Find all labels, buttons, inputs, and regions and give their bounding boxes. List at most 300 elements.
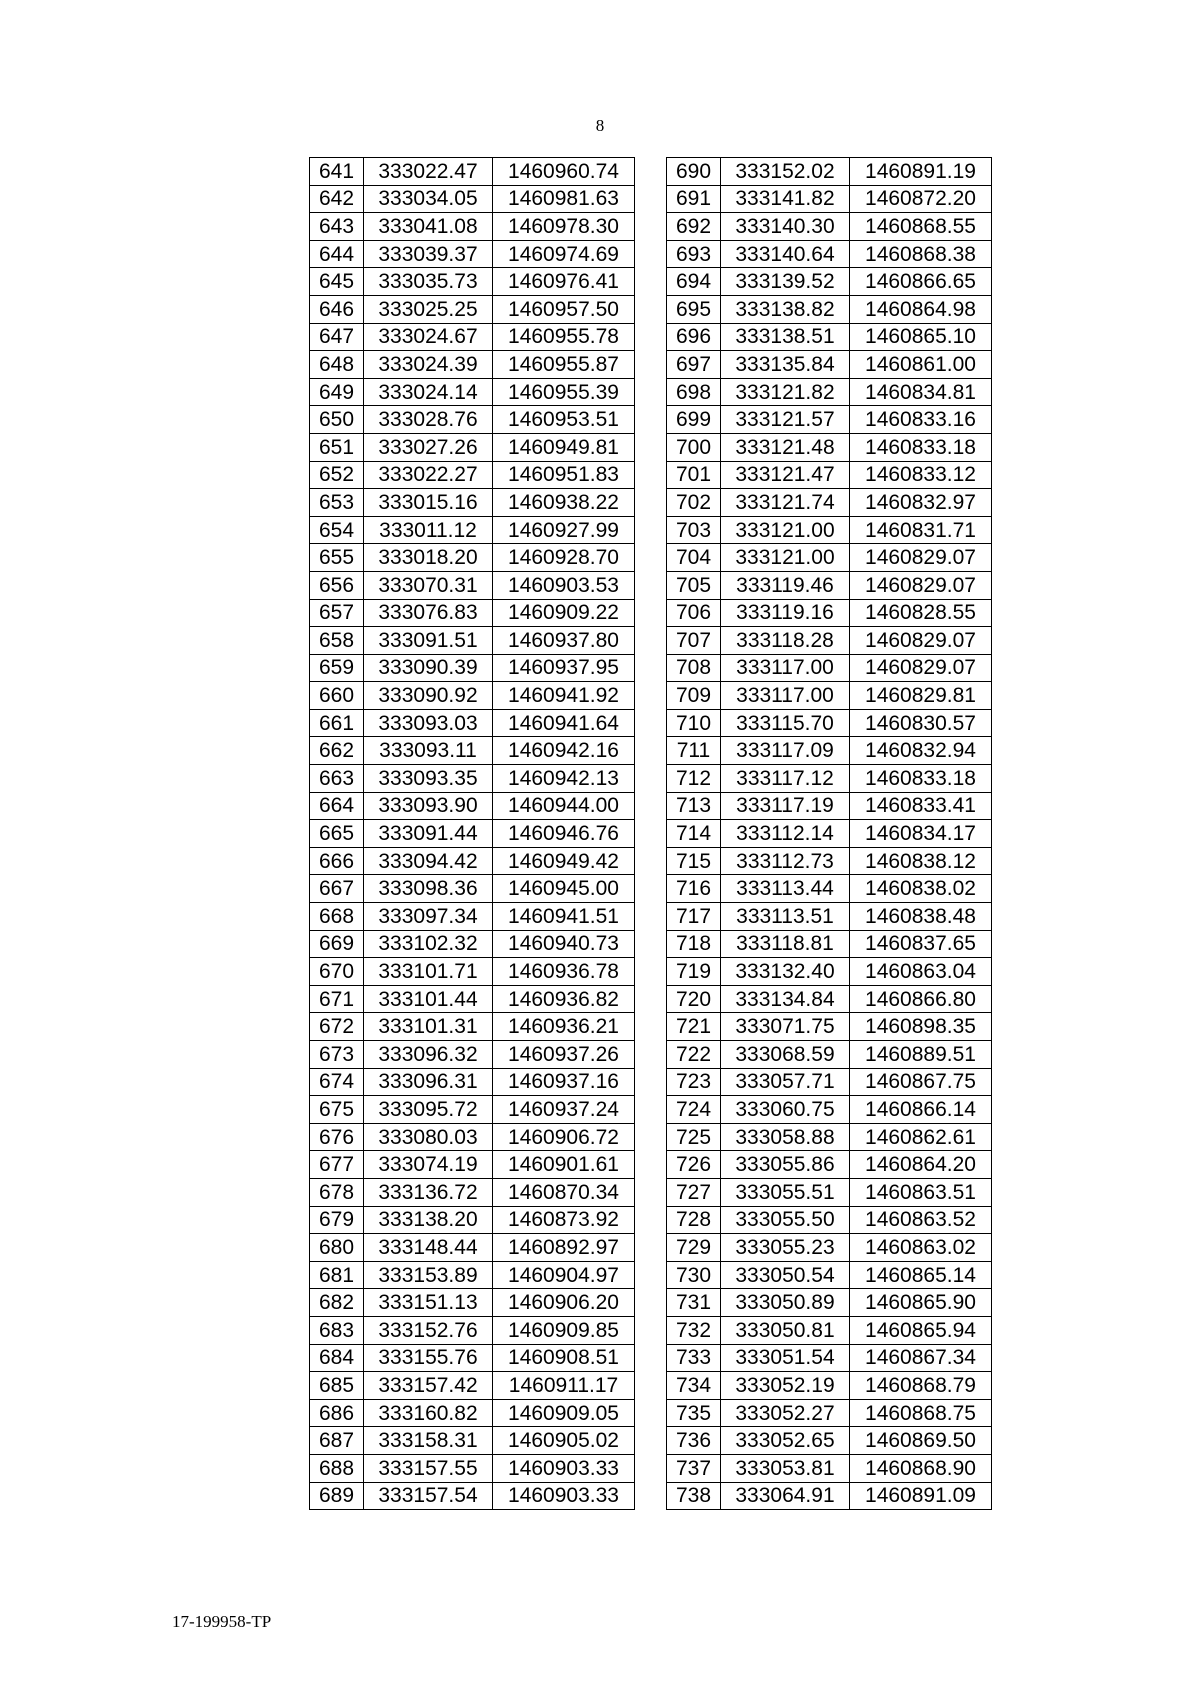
x-coordinate-cell: 333098.36 (364, 875, 493, 903)
y-coordinate-cell: 1460864.98 (850, 295, 992, 323)
table-row (310, 268, 635, 296)
table-row (667, 1096, 992, 1124)
y-coordinate-cell: 1460942.13 (493, 765, 635, 793)
x-coordinate-cell: 333115.70 (721, 709, 850, 737)
table-row (667, 737, 992, 765)
x-coordinate-cell: 333015.16 (364, 489, 493, 517)
y-coordinate-cell: 1460866.14 (850, 1096, 992, 1124)
point-number-cell: 695 (667, 295, 721, 323)
table-row (667, 295, 992, 323)
x-coordinate-cell: 333119.46 (721, 571, 850, 599)
table-row (667, 461, 992, 489)
point-number-cell: 683 (310, 1316, 364, 1344)
x-coordinate-cell: 333071.75 (721, 1013, 850, 1041)
y-coordinate-cell: 1460833.12 (850, 461, 992, 489)
table-row (667, 213, 992, 241)
y-coordinate-cell: 1460953.51 (493, 406, 635, 434)
x-coordinate-cell: 333055.50 (721, 1206, 850, 1234)
table-row (667, 1206, 992, 1234)
x-coordinate-cell: 333101.71 (364, 958, 493, 986)
point-number-cell: 717 (667, 903, 721, 931)
y-coordinate-cell: 1460942.16 (493, 737, 635, 765)
x-coordinate-cell: 333093.35 (364, 765, 493, 793)
table-row (667, 654, 992, 682)
point-number-cell: 648 (310, 351, 364, 379)
x-coordinate-cell: 333134.84 (721, 985, 850, 1013)
x-coordinate-cell: 333091.44 (364, 820, 493, 848)
y-coordinate-cell: 1460833.18 (850, 765, 992, 793)
y-coordinate-cell: 1460829.07 (850, 654, 992, 682)
point-number-cell: 689 (310, 1482, 364, 1510)
y-coordinate-cell: 1460938.22 (493, 489, 635, 517)
x-coordinate-cell: 333018.20 (364, 544, 493, 572)
point-number-cell: 720 (667, 985, 721, 1013)
point-number-cell: 674 (310, 1068, 364, 1096)
x-coordinate-cell: 333121.57 (721, 406, 850, 434)
y-coordinate-cell: 1460868.75 (850, 1399, 992, 1427)
x-coordinate-cell: 333158.31 (364, 1427, 493, 1455)
y-coordinate-cell: 1460828.55 (850, 599, 992, 627)
y-coordinate-cell: 1460960.74 (493, 158, 635, 186)
x-coordinate-cell: 333101.44 (364, 985, 493, 1013)
y-coordinate-cell: 1460955.87 (493, 351, 635, 379)
y-coordinate-cell: 1460976.41 (493, 268, 635, 296)
x-coordinate-cell: 333095.72 (364, 1096, 493, 1124)
x-coordinate-cell: 333157.54 (364, 1482, 493, 1510)
table-row (667, 1372, 992, 1400)
table-row (667, 903, 992, 931)
table-row (667, 1316, 992, 1344)
point-number-cell: 735 (667, 1399, 721, 1427)
y-coordinate-cell: 1460868.38 (850, 240, 992, 268)
point-number-cell: 660 (310, 682, 364, 710)
x-coordinate-cell: 333024.39 (364, 351, 493, 379)
y-coordinate-cell: 1460829.81 (850, 682, 992, 710)
x-coordinate-cell: 333091.51 (364, 627, 493, 655)
x-coordinate-cell: 333050.81 (721, 1316, 850, 1344)
table-row (667, 351, 992, 379)
x-coordinate-cell: 333148.44 (364, 1234, 493, 1262)
y-coordinate-cell: 1460905.02 (493, 1427, 635, 1455)
table-row (310, 1344, 635, 1372)
y-coordinate-cell: 1460865.90 (850, 1289, 992, 1317)
table-row (667, 268, 992, 296)
point-number-cell: 704 (667, 544, 721, 572)
point-number-cell: 710 (667, 709, 721, 737)
x-coordinate-cell: 333121.00 (721, 516, 850, 544)
x-coordinate-cell: 333113.44 (721, 875, 850, 903)
point-number-cell: 663 (310, 765, 364, 793)
y-coordinate-cell: 1460832.97 (850, 489, 992, 517)
y-coordinate-cell: 1460955.78 (493, 323, 635, 351)
x-coordinate-cell: 333117.09 (721, 737, 850, 765)
table-row (310, 185, 635, 213)
point-number-cell: 732 (667, 1316, 721, 1344)
y-coordinate-cell: 1460906.20 (493, 1289, 635, 1317)
point-number-cell: 662 (310, 737, 364, 765)
y-coordinate-cell: 1460866.80 (850, 985, 992, 1013)
table-row (667, 682, 992, 710)
point-number-cell: 694 (667, 268, 721, 296)
y-coordinate-cell: 1460891.19 (850, 158, 992, 186)
y-coordinate-cell: 1460911.17 (493, 1372, 635, 1400)
y-coordinate-cell: 1460861.00 (850, 351, 992, 379)
point-number-cell: 721 (667, 1013, 721, 1041)
document-code: 17-199958-TP (172, 1612, 272, 1631)
point-number-cell: 738 (667, 1482, 721, 1510)
table-row (667, 847, 992, 875)
table-row (310, 737, 635, 765)
table-row (310, 516, 635, 544)
x-coordinate-cell: 333113.51 (721, 903, 850, 931)
y-coordinate-cell: 1460865.94 (850, 1316, 992, 1344)
x-coordinate-cell: 333068.59 (721, 1041, 850, 1069)
x-coordinate-cell: 333076.83 (364, 599, 493, 627)
table-row (310, 627, 635, 655)
point-number-cell: 655 (310, 544, 364, 572)
point-number-cell: 697 (667, 351, 721, 379)
point-number-cell: 682 (310, 1289, 364, 1317)
point-number-cell: 715 (667, 847, 721, 875)
point-number-cell: 678 (310, 1178, 364, 1206)
point-number-cell: 734 (667, 1372, 721, 1400)
table-row (310, 1454, 635, 1482)
point-number-cell: 723 (667, 1068, 721, 1096)
x-coordinate-cell: 333153.89 (364, 1261, 493, 1289)
x-coordinate-cell: 333139.52 (721, 268, 850, 296)
y-coordinate-cell: 1460927.99 (493, 516, 635, 544)
x-coordinate-cell: 333090.92 (364, 682, 493, 710)
point-number-cell: 703 (667, 516, 721, 544)
table-row (310, 1234, 635, 1262)
table-row (310, 240, 635, 268)
table-row (310, 1178, 635, 1206)
y-coordinate-cell: 1460937.80 (493, 627, 635, 655)
table-row (310, 295, 635, 323)
table-row (667, 709, 992, 737)
y-coordinate-cell: 1460865.14 (850, 1261, 992, 1289)
table-row (667, 1344, 992, 1372)
y-coordinate-cell: 1460869.50 (850, 1427, 992, 1455)
table-row (667, 1399, 992, 1427)
point-number-cell: 702 (667, 489, 721, 517)
x-coordinate-cell: 333112.14 (721, 820, 850, 848)
table-row (310, 599, 635, 627)
point-number-cell: 705 (667, 571, 721, 599)
y-coordinate-cell: 1460892.97 (493, 1234, 635, 1262)
x-coordinate-cell: 333093.90 (364, 792, 493, 820)
point-number-cell: 701 (667, 461, 721, 489)
point-number-cell: 653 (310, 489, 364, 517)
table-row (310, 213, 635, 241)
point-number-cell: 650 (310, 406, 364, 434)
table-row (310, 654, 635, 682)
x-coordinate-cell: 333121.74 (721, 489, 850, 517)
table-row (667, 1041, 992, 1069)
x-coordinate-cell: 333141.82 (721, 185, 850, 213)
table-row (667, 185, 992, 213)
y-coordinate-cell: 1460978.30 (493, 213, 635, 241)
table-row (667, 516, 992, 544)
point-number-cell: 671 (310, 985, 364, 1013)
point-number-cell: 726 (667, 1151, 721, 1179)
table-row (667, 1013, 992, 1041)
y-coordinate-cell: 1460909.22 (493, 599, 635, 627)
x-coordinate-cell: 333027.26 (364, 433, 493, 461)
table-row (310, 571, 635, 599)
x-coordinate-cell: 333070.31 (364, 571, 493, 599)
x-coordinate-cell: 333152.02 (721, 158, 850, 186)
y-coordinate-cell: 1460831.71 (850, 516, 992, 544)
table-row (310, 1206, 635, 1234)
table-row (667, 1234, 992, 1262)
point-number-cell: 649 (310, 378, 364, 406)
table-row (667, 820, 992, 848)
y-coordinate-cell: 1460909.85 (493, 1316, 635, 1344)
coordinates-table-left (309, 157, 635, 1510)
point-number-cell: 713 (667, 792, 721, 820)
point-number-cell: 733 (667, 1344, 721, 1372)
x-coordinate-cell: 333080.03 (364, 1123, 493, 1151)
table-row (310, 792, 635, 820)
x-coordinate-cell: 333058.88 (721, 1123, 850, 1151)
table-row (667, 1427, 992, 1455)
table-row (667, 599, 992, 627)
point-number-cell: 737 (667, 1454, 721, 1482)
x-coordinate-cell: 333121.48 (721, 433, 850, 461)
table-row (310, 903, 635, 931)
point-number-cell: 725 (667, 1123, 721, 1151)
table-row (310, 1482, 635, 1510)
x-coordinate-cell: 333138.82 (721, 295, 850, 323)
x-coordinate-cell: 333094.42 (364, 847, 493, 875)
page-number: 8 (595, 116, 605, 135)
y-coordinate-cell: 1460909.05 (493, 1399, 635, 1427)
point-number-cell: 714 (667, 820, 721, 848)
point-number-cell: 731 (667, 1289, 721, 1317)
y-coordinate-cell: 1460837.65 (850, 930, 992, 958)
y-coordinate-cell: 1460955.39 (493, 378, 635, 406)
y-coordinate-cell: 1460937.16 (493, 1068, 635, 1096)
y-coordinate-cell: 1460981.63 (493, 185, 635, 213)
x-coordinate-cell: 333024.14 (364, 378, 493, 406)
point-number-cell: 690 (667, 158, 721, 186)
point-number-cell: 727 (667, 1178, 721, 1206)
y-coordinate-cell: 1460949.42 (493, 847, 635, 875)
y-coordinate-cell: 1460951.83 (493, 461, 635, 489)
table-row (310, 1399, 635, 1427)
table-row (310, 1068, 635, 1096)
x-coordinate-cell: 333096.32 (364, 1041, 493, 1069)
point-number-cell: 664 (310, 792, 364, 820)
x-coordinate-cell: 333138.20 (364, 1206, 493, 1234)
point-number-cell: 688 (310, 1454, 364, 1482)
table-row (310, 1096, 635, 1124)
y-coordinate-cell: 1460946.76 (493, 820, 635, 848)
y-coordinate-cell: 1460974.69 (493, 240, 635, 268)
point-number-cell: 661 (310, 709, 364, 737)
table-row (667, 765, 992, 793)
table-row (667, 158, 992, 186)
y-coordinate-cell: 1460904.97 (493, 1261, 635, 1289)
x-coordinate-cell: 333135.84 (721, 351, 850, 379)
x-coordinate-cell: 333052.27 (721, 1399, 850, 1427)
table-row (310, 1013, 635, 1041)
x-coordinate-cell: 333155.76 (364, 1344, 493, 1372)
y-coordinate-cell: 1460891.09 (850, 1482, 992, 1510)
y-coordinate-cell: 1460829.07 (850, 571, 992, 599)
point-number-cell: 658 (310, 627, 364, 655)
table-row (667, 1151, 992, 1179)
table-row (310, 351, 635, 379)
table-row (310, 682, 635, 710)
point-number-cell: 679 (310, 1206, 364, 1234)
y-coordinate-cell: 1460832.94 (850, 737, 992, 765)
point-number-cell: 677 (310, 1151, 364, 1179)
table-row (310, 875, 635, 903)
x-coordinate-cell: 333057.71 (721, 1068, 850, 1096)
table-row (667, 627, 992, 655)
point-number-cell: 707 (667, 627, 721, 655)
y-coordinate-cell: 1460944.00 (493, 792, 635, 820)
table-row (667, 1068, 992, 1096)
point-number-cell: 708 (667, 654, 721, 682)
x-coordinate-cell: 333121.00 (721, 544, 850, 572)
point-number-cell: 736 (667, 1427, 721, 1455)
table-row (667, 930, 992, 958)
y-coordinate-cell: 1460868.55 (850, 213, 992, 241)
y-coordinate-cell: 1460838.48 (850, 903, 992, 931)
y-coordinate-cell: 1460838.02 (850, 875, 992, 903)
point-number-cell: 706 (667, 599, 721, 627)
table-row (667, 1482, 992, 1510)
table-row (310, 1372, 635, 1400)
table-row (667, 985, 992, 1013)
point-number-cell: 718 (667, 930, 721, 958)
point-number-cell: 711 (667, 737, 721, 765)
x-coordinate-cell: 333093.11 (364, 737, 493, 765)
x-coordinate-cell: 333074.19 (364, 1151, 493, 1179)
point-number-cell: 729 (667, 1234, 721, 1262)
y-coordinate-cell: 1460833.18 (850, 433, 992, 461)
table-row (310, 930, 635, 958)
x-coordinate-cell: 333025.25 (364, 295, 493, 323)
x-coordinate-cell: 333022.27 (364, 461, 493, 489)
table-row (310, 433, 635, 461)
point-number-cell: 673 (310, 1041, 364, 1069)
point-number-cell: 722 (667, 1041, 721, 1069)
point-number-cell: 665 (310, 820, 364, 848)
point-number-cell: 676 (310, 1123, 364, 1151)
x-coordinate-cell: 333055.51 (721, 1178, 850, 1206)
x-coordinate-cell: 333157.42 (364, 1372, 493, 1400)
x-coordinate-cell: 333119.16 (721, 599, 850, 627)
y-coordinate-cell: 1460898.35 (850, 1013, 992, 1041)
table-row (310, 847, 635, 875)
point-number-cell: 686 (310, 1399, 364, 1427)
y-coordinate-cell: 1460868.90 (850, 1454, 992, 1482)
x-coordinate-cell: 333136.72 (364, 1178, 493, 1206)
x-coordinate-cell: 333140.64 (721, 240, 850, 268)
table-row (667, 378, 992, 406)
x-coordinate-cell: 333051.54 (721, 1344, 850, 1372)
table-row (310, 406, 635, 434)
x-coordinate-cell: 333052.19 (721, 1372, 850, 1400)
table-row (310, 158, 635, 186)
point-number-cell: 642 (310, 185, 364, 213)
point-number-cell: 654 (310, 516, 364, 544)
y-coordinate-cell: 1460870.34 (493, 1178, 635, 1206)
y-coordinate-cell: 1460941.51 (493, 903, 635, 931)
x-coordinate-cell: 333024.67 (364, 323, 493, 351)
y-coordinate-cell: 1460936.82 (493, 985, 635, 1013)
x-coordinate-cell: 333035.73 (364, 268, 493, 296)
table-row (310, 958, 635, 986)
point-number-cell: 716 (667, 875, 721, 903)
table-row (310, 1289, 635, 1317)
point-number-cell: 712 (667, 765, 721, 793)
point-number-cell: 645 (310, 268, 364, 296)
x-coordinate-cell: 333041.08 (364, 213, 493, 241)
y-coordinate-cell: 1460867.75 (850, 1068, 992, 1096)
y-coordinate-cell: 1460863.51 (850, 1178, 992, 1206)
y-coordinate-cell: 1460906.72 (493, 1123, 635, 1151)
x-coordinate-cell: 333052.65 (721, 1427, 850, 1455)
point-number-cell: 699 (667, 406, 721, 434)
point-number-cell: 644 (310, 240, 364, 268)
table-row (310, 1261, 635, 1289)
y-coordinate-cell: 1460941.64 (493, 709, 635, 737)
table-row (310, 1041, 635, 1069)
table-row (310, 1151, 635, 1179)
x-coordinate-cell: 333055.23 (721, 1234, 850, 1262)
point-number-cell: 687 (310, 1427, 364, 1455)
y-coordinate-cell: 1460908.51 (493, 1344, 635, 1372)
y-coordinate-cell: 1460863.52 (850, 1206, 992, 1234)
table-row (667, 544, 992, 572)
point-number-cell: 724 (667, 1096, 721, 1124)
point-number-cell: 691 (667, 185, 721, 213)
point-number-cell: 685 (310, 1372, 364, 1400)
table-row (667, 571, 992, 599)
y-coordinate-cell: 1460863.04 (850, 958, 992, 986)
y-coordinate-cell: 1460903.53 (493, 571, 635, 599)
x-coordinate-cell: 333011.12 (364, 516, 493, 544)
x-coordinate-cell: 333022.47 (364, 158, 493, 186)
point-number-cell: 681 (310, 1261, 364, 1289)
point-number-cell: 672 (310, 1013, 364, 1041)
table-row (667, 489, 992, 517)
x-coordinate-cell: 333064.91 (721, 1482, 850, 1510)
y-coordinate-cell: 1460829.07 (850, 627, 992, 655)
point-number-cell: 643 (310, 213, 364, 241)
y-coordinate-cell: 1460862.61 (850, 1123, 992, 1151)
point-number-cell: 693 (667, 240, 721, 268)
table-row (310, 461, 635, 489)
y-coordinate-cell: 1460945.00 (493, 875, 635, 903)
point-number-cell: 719 (667, 958, 721, 986)
point-number-cell: 652 (310, 461, 364, 489)
y-coordinate-cell: 1460889.51 (850, 1041, 992, 1069)
y-coordinate-cell: 1460936.78 (493, 958, 635, 986)
point-number-cell: 728 (667, 1206, 721, 1234)
x-coordinate-cell: 333160.82 (364, 1399, 493, 1427)
point-number-cell: 709 (667, 682, 721, 710)
x-coordinate-cell: 333096.31 (364, 1068, 493, 1096)
table-row (310, 1316, 635, 1344)
x-coordinate-cell: 333151.13 (364, 1289, 493, 1317)
y-coordinate-cell: 1460941.92 (493, 682, 635, 710)
